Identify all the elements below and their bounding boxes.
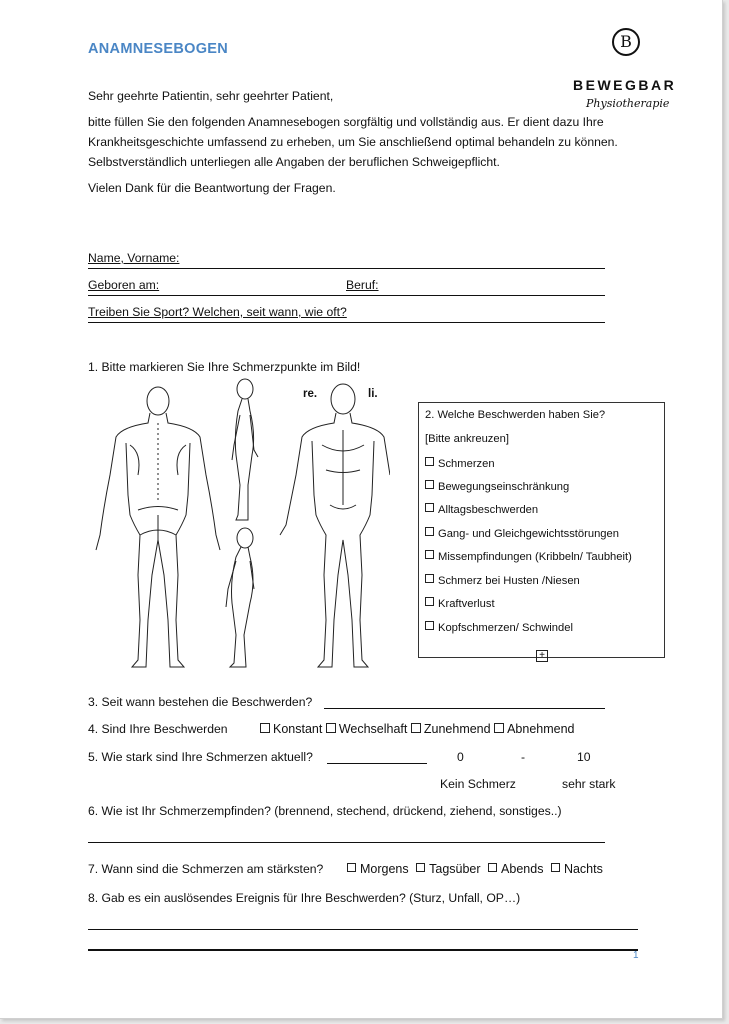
body-side-view-upper xyxy=(232,379,258,520)
scale-max-label: sehr stark xyxy=(562,777,616,791)
symptom-option[interactable]: Bewegungseinschränkung xyxy=(425,480,569,493)
scale-min: 0 xyxy=(457,750,464,764)
sport-field[interactable] xyxy=(88,305,605,323)
answer-line-8b[interactable] xyxy=(88,949,638,951)
name-label: Name, Vorname: xyxy=(88,251,180,265)
checkbox-icon[interactable] xyxy=(416,863,425,872)
birth-label: Geboren am: xyxy=(88,278,160,292)
right-label: re. xyxy=(303,388,318,400)
job-label: Beruf: xyxy=(346,278,379,292)
birth-job-field[interactable] xyxy=(88,278,605,296)
checkbox-icon[interactable] xyxy=(425,597,434,606)
symptom-option[interactable]: Alltagsbeschwerden xyxy=(425,503,538,516)
checkbox-icon[interactable] xyxy=(425,574,434,583)
body-front-view xyxy=(280,384,390,667)
question-5: 5. Wie stark sind Ihre Schmerzen aktuell? xyxy=(88,750,313,764)
q7-options: Morgens Tagsüber Abends Nachts xyxy=(347,862,603,876)
checkbox-icon[interactable] xyxy=(488,863,497,872)
question-7: 7. Wann sind die Schmerzen am stärksten? xyxy=(88,862,324,876)
checkbox-icon[interactable] xyxy=(260,723,270,733)
logo-subtitle: Physiotherapie xyxy=(586,97,670,110)
logo-icon: B xyxy=(612,28,640,56)
answer-line-8a[interactable] xyxy=(88,929,638,930)
question-6: 6. Wie ist Ihr Schmerzempfinden? (brennend, stechend, drückend, ziehend, sonstiges..) xyxy=(88,804,562,818)
intro-text xyxy=(88,86,618,204)
checkbox-icon[interactable] xyxy=(326,723,336,733)
checkbox-icon[interactable] xyxy=(425,550,434,559)
symptom-option[interactable]: Kopfschmerzen/ Schwindel xyxy=(425,621,573,634)
body-side-view-lower xyxy=(226,528,254,667)
greeting: Sehr geehrte Patientin, sehr geehrter Patient, xyxy=(88,89,334,103)
scale-min-label: Kein Schmerz xyxy=(440,777,516,791)
checkbox-icon[interactable] xyxy=(551,863,560,872)
symptom-option[interactable]: Missempfindungen (Kribbeln/ Taubheit) xyxy=(425,550,632,563)
name-field[interactable] xyxy=(88,251,605,269)
question-1: 1. Bitte markieren Sie Ihre Schmerzpunkte im Bild! xyxy=(88,360,361,374)
page-number: 1 xyxy=(633,950,639,961)
logo-name: BEWEGBAR xyxy=(573,77,677,93)
checkbox-icon[interactable] xyxy=(425,480,434,489)
answer-line-5[interactable] xyxy=(327,763,427,764)
symptom-option[interactable]: Schmerzen xyxy=(425,457,495,470)
sport-label: Treiben Sie Sport? Welchen, seit wann, wie oft? xyxy=(88,305,347,319)
question-2-hint: [Bitte ankreuzen] xyxy=(425,433,509,445)
thanks: Vielen Dank für die Beantwortung der Fragen. xyxy=(88,181,336,195)
question-2-title: 2. Welche Beschwerden haben Sie? xyxy=(425,409,606,421)
scale-max: 10 xyxy=(577,750,591,764)
move-anchor-icon[interactable]: + xyxy=(536,650,548,662)
checkbox-icon[interactable] xyxy=(425,527,434,536)
scale-dash: - xyxy=(521,750,526,764)
answer-line-3[interactable] xyxy=(324,708,605,709)
checkbox-icon[interactable] xyxy=(425,457,434,466)
q4-options: Konstant Wechselhaft Zunehmend Abnehmend xyxy=(260,722,575,736)
body-back-view xyxy=(96,387,220,667)
question-4: 4. Sind Ihre Beschwerden xyxy=(88,722,228,736)
document-title: ANAMNESEBOGEN xyxy=(88,41,229,57)
left-label: li. xyxy=(368,388,378,400)
intro-body: bitte füllen Sie den folgenden Anamnesebogen sorgfältig und vollständig aus. Er dient dazu Ihre Krankheitsgeschichte umfassend zu erheben, um Sie anschließend optimal behandeln zu können. Selbstverständlich unterliegen alle Angaben der beruflichen Schweigepflicht. xyxy=(88,115,618,169)
symptom-option[interactable]: Gang- und Gleichgewichtsstörungen xyxy=(425,527,619,540)
checkbox-icon[interactable] xyxy=(425,503,434,512)
body-diagram[interactable] xyxy=(90,375,390,675)
checkbox-icon[interactable] xyxy=(494,723,504,733)
checkbox-icon[interactable] xyxy=(347,863,356,872)
checkbox-icon[interactable] xyxy=(411,723,421,733)
question-8: 8. Gab es ein auslösendes Ereignis für Ihre Beschwerden? (Sturz, Unfall, OP…) xyxy=(88,891,521,905)
checkbox-icon[interactable] xyxy=(425,621,434,630)
symptom-option[interactable]: Kraftverlust xyxy=(425,597,495,610)
question-3: 3. Seit wann bestehen die Beschwerden? xyxy=(88,695,313,709)
answer-line-6[interactable] xyxy=(88,842,605,843)
symptoms-box xyxy=(418,402,665,658)
symptom-option[interactable]: Schmerz bei Husten /Niesen xyxy=(425,574,580,587)
